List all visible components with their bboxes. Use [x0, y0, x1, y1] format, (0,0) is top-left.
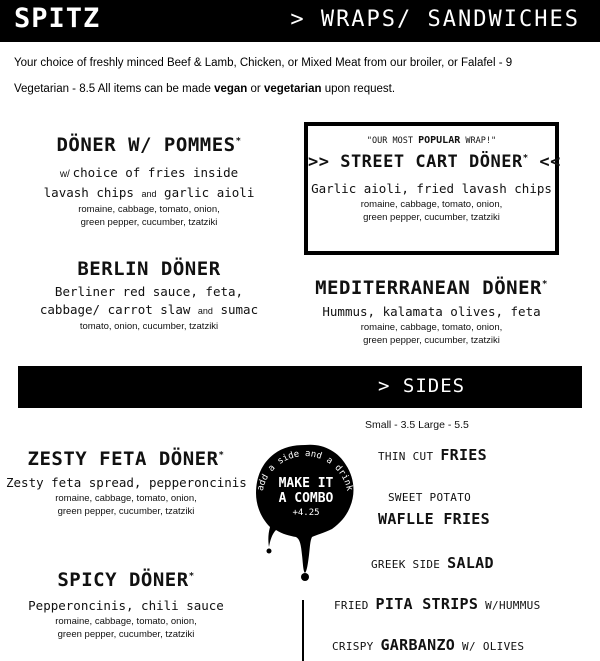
- intro-line-1: Your choice of freshly minced Beef & Lamb, Chicken, or Mixed Meat from our broiler, or Falafel - 9: [14, 57, 513, 69]
- header-bar: [0, 0, 600, 42]
- vegetarian-word: vegetarian: [263, 83, 322, 95]
- sides-banner: [18, 366, 582, 408]
- item-description: Berliner red sauce, feta,: [54, 284, 244, 299]
- item-description: Zesty feta spread, pepperoncinis: [6, 475, 247, 490]
- menu-item-zesty-feta-doner: [6, 448, 246, 518]
- intro-text: [14, 50, 589, 102]
- side-item-waffle-fries: WAFLLE FRIES: [378, 510, 490, 528]
- side-item-sweet-potato: SWEET POTATO: [388, 491, 472, 504]
- sides-price: Small - 3.5 Large - 5.5: [365, 419, 469, 431]
- combo-a-combo: A COMBO: [278, 491, 334, 506]
- combo-make-it: MAKE IT: [278, 476, 334, 491]
- item-ingredients: tomato, onion, cucumber, tzatziki: [79, 321, 219, 332]
- item-description: cabbage/ carrot slaw and sumac: [39, 302, 259, 317]
- item-title: BERLIN DÖNER: [77, 258, 221, 280]
- item-description: Hummus, kalamata olives, feta: [322, 304, 541, 319]
- featured-item-street-cart-doner: [305, 123, 561, 254]
- item-ingredients: romaine, cabbage, tomato, onion,: [360, 199, 503, 210]
- side-item-garbanzo: CRISPY GARBANZO W/ OLIVES: [332, 636, 525, 654]
- item-title: DÖNER W/ POMMES*: [56, 134, 242, 156]
- item-title: SPICY DÖNER*: [57, 569, 195, 591]
- logo: SPITZ: [14, 3, 101, 34]
- item-ingredients: romaine, cabbage, tomato, onion,: [360, 322, 503, 333]
- item-ingredients: romaine, cabbage, tomato, onion,: [55, 493, 197, 504]
- item-ingredients: green pepper, cucumber, tzatziki: [57, 629, 195, 640]
- item-ingredients: green pepper, cucumber, tzatziki: [57, 506, 195, 517]
- intro-line-2: Vegetarian - 8.5 All items can be made vegan or vegetarian upon request.: [14, 83, 396, 95]
- section-title-sides: > SIDES: [378, 375, 466, 397]
- combo-text: [262, 476, 350, 518]
- side-item-fries: THIN CUT FRIES: [378, 446, 487, 464]
- item-ingredients: green pepper, cucumber, tzatziki: [363, 335, 500, 346]
- item-description: Pepperoncinis, chili sauce: [28, 598, 224, 613]
- side-item-greek-salad: GREEK SIDE SALAD: [371, 554, 494, 572]
- section-title-wraps: > WRAPS/ SANDWICHES: [290, 7, 580, 32]
- vegan-word: vegan: [214, 83, 248, 95]
- ink-drip: [301, 573, 309, 581]
- combo-arc-text: add a side and a drink: [255, 448, 355, 492]
- item-title: >> STREET CART DÖNER* <<: [308, 152, 561, 172]
- menu-item-spicy-doner: [6, 569, 246, 641]
- item-title: ZESTY FETA DÖNER*: [27, 448, 225, 470]
- popular-tagline: "OUR MOST POPULAR WRAP!": [366, 135, 497, 146]
- column-divider: [302, 600, 304, 661]
- item-description: Garlic aioli, fried lavash chips: [311, 181, 552, 196]
- menu-item-doner-pommes: [20, 134, 278, 229]
- ink-drip: [267, 549, 272, 554]
- item-description: lavash chips and garlic aioli: [43, 185, 255, 200]
- item-ingredients: green pepper, cucumber, tzatziki: [80, 217, 218, 228]
- combo-price: +4.25: [292, 508, 320, 518]
- menu-item-berlin-doner: [20, 258, 278, 333]
- side-item-pita-strips: FRIED PITA STRIPS W/HUMMUS: [334, 595, 541, 613]
- menu-item-mediterranean-doner: [305, 277, 558, 347]
- item-description: w/ choice of fries inside: [59, 165, 239, 180]
- item-ingredients: romaine, cabbage, tomato, onion,: [55, 616, 197, 627]
- item-title: MEDITERRANEAN DÖNER*: [315, 277, 548, 299]
- item-ingredients: green pepper, cucumber, tzatziki: [363, 212, 500, 223]
- item-ingredients: romaine, cabbage, tomato, onion,: [78, 204, 220, 215]
